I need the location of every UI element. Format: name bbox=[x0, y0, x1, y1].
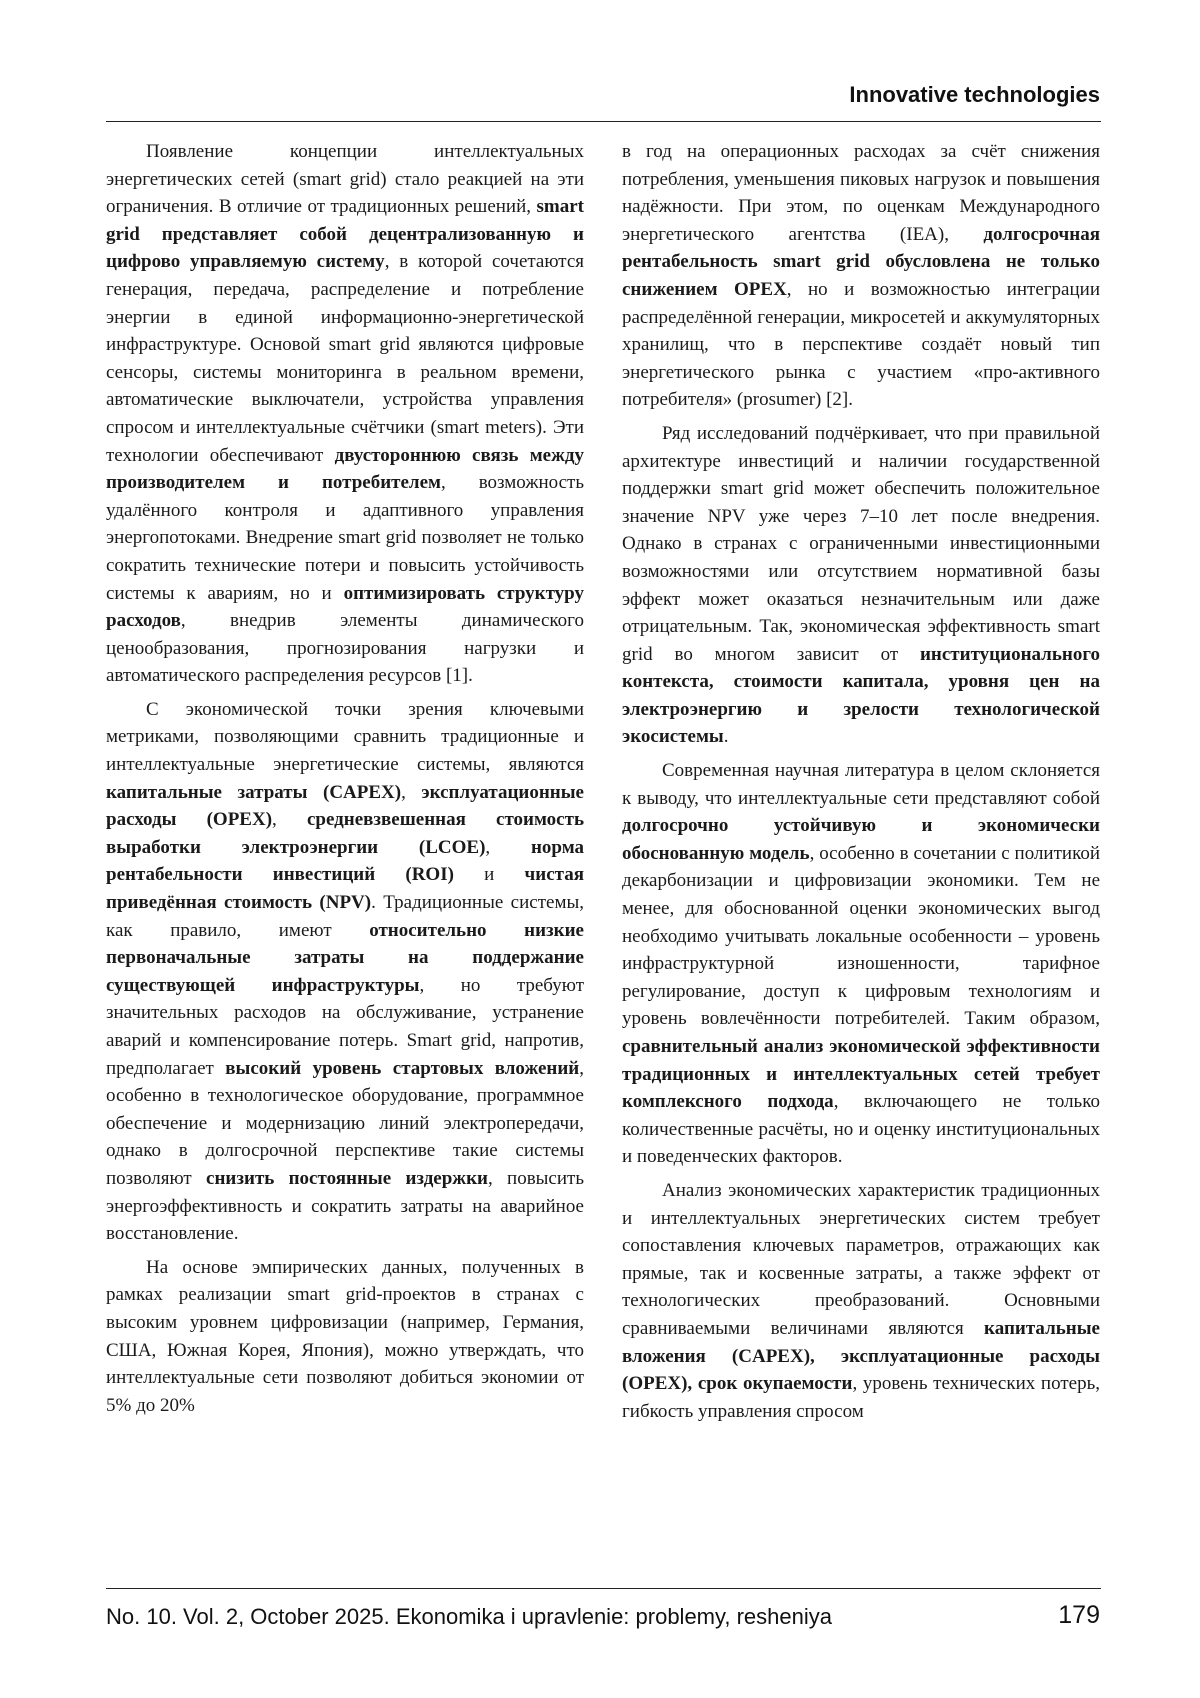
bold-text-run: капитальные затраты (CAPEX) bbox=[106, 782, 401, 803]
bold-text-run: эксплуатационные расходы (OPEX) bbox=[106, 782, 584, 831]
bold-text-run: относительно низкие первоначальные затраты на поддержание существующей инфраструктуры bbox=[106, 920, 584, 996]
footer-rule bbox=[106, 1588, 1101, 1589]
text-run: Ряд исследований подчёркивает, что при правильной архитектуре инвестиций и наличии государственной поддержки smart grid может обеспечить положительное значение NPV уже через 7–10 лет после внедрения. Однако в странах с ограниченными инвестиционными возможностями или отсутствием нормативной базы эффект может оказаться незначительным или даже отрицательным. Так, экономическая эффективность smart grid во многом зависит от bbox=[622, 423, 1100, 665]
text-run: , bbox=[485, 837, 531, 858]
text-run: , но требуют значительных расходов на обслуживание, устранение аварий и компенсирование потерь. Smart grid, напротив, предполагает bbox=[106, 975, 584, 1079]
text-run: Современная научная литература в целом склоняется к выводу, что интеллектуальные сети представляют собой bbox=[622, 760, 1100, 809]
text-run: , включающего не только количественные расчёты, но и оценку институциональных и поведенческих факторов. bbox=[622, 1091, 1100, 1167]
journal-page bbox=[0, 0, 1200, 1698]
journal-citation: No. 10. Vol. 2, October 2025. Ekonomika i upravlenie: problemy, resheniya bbox=[106, 1604, 832, 1630]
paragraph bbox=[106, 138, 584, 690]
text-run: , возможность удалённого контроля и адаптивного управления энергопотоками. Внедрение smart grid позволяет не только сократить технические потери и повысить устойчивость системы к авариям, но и bbox=[106, 472, 584, 603]
text-run: , внедрив элементы динамического ценообразования, прогнозирования нагрузки и автоматического распределения ресурсов [1]. bbox=[106, 610, 584, 686]
paragraph bbox=[622, 138, 1100, 414]
paragraph bbox=[622, 757, 1100, 1171]
bold-text-run: высокий уровень стартовых вложений bbox=[225, 1058, 579, 1079]
bold-text-run: долгосрочно устойчивую и экономически обоснованную модель bbox=[622, 815, 1100, 864]
text-run: , bbox=[401, 782, 421, 803]
text-run: На основе эмпирических данных, полученных в рамках реализации smart grid-проектов в странах с высоким уровнем цифровизации (например, Германия, США, Южная Корея, Япония), можно утверждать, что интеллектуальные сети позволяют добиться экономии от 5% до 20% bbox=[106, 1257, 584, 1416]
text-run: , особенно в технологическое оборудование, программное обеспечение и модернизацию линий электропередачи, однако в долгосрочной перспективе такие системы позволяют bbox=[106, 1058, 584, 1189]
bold-text-run: smart grid представляет собой децентрализованную и цифрово управляемую систему bbox=[106, 196, 584, 272]
left-column bbox=[106, 138, 584, 1419]
text-run: , bbox=[272, 809, 307, 830]
text-run: , особенно в сочетании с политикой декарбонизации и цифровизации экономики. Тем не менее, для обоснованной оценки экономических выгод необходимо учитывать локальные особенности – уровень инфраструктурной изношенности, тарифное регулирование, доступ к цифровым технологиям и уровень вовлечённости потребителей. Таким образом, bbox=[622, 843, 1100, 1030]
text-run: Анализ экономических характеристик традиционных и интеллектуальных энергетических систем требует сопоставления ключевых параметров, отражающих как прямые, так и косвенные затраты, а также эффект от технологических преобразований. Основными сравниваемыми величинами являются bbox=[622, 1180, 1100, 1339]
text-run: и bbox=[454, 864, 525, 885]
right-column bbox=[622, 138, 1100, 1425]
bold-text-run: сравнительный анализ экономической эффективности традиционных и интеллектуальных сетей требует комплексного подхода bbox=[622, 1036, 1100, 1112]
paragraph bbox=[106, 1254, 584, 1420]
text-run: . bbox=[724, 726, 729, 747]
text-run: . Традиционные системы, как правило, имеют bbox=[106, 892, 584, 941]
text-run: , уровень технических потерь, гибкость управления спросом bbox=[622, 1373, 1100, 1422]
text-run: , в которой сочетаются генерация, передача, распределение и потребление энергии в единой информационно-энергетической инфраструктуре. Основой smart grid являются цифровые сенсоры, системы мониторинга в реальном времени, автоматические выключатели, устройства управления спросом и интеллектуальные счётчики (smart meters). Эти технологии обеспечивают bbox=[106, 251, 584, 465]
bold-text-run: двустороннюю связь между производителем и потребителем bbox=[106, 445, 584, 494]
paragraph bbox=[106, 696, 584, 1248]
bold-text-run: средневзвешенная стоимость выработки электроэнергии (LCOE) bbox=[106, 809, 584, 858]
text-run: С экономической точки зрения ключевыми метриками, позволяющими сравнить традиционные и интеллектуальные энергетические системы, являются bbox=[106, 699, 584, 775]
bold-text-run: норма рентабельности инвестиций (ROI) bbox=[106, 837, 584, 886]
text-run: , но и возможностью интеграции распределённой генерации, микросетей и аккумуляторных хранилищ, что в перспективе создаёт новый тип энергетического рынка с участием «про-активного потребителя» (prosumer) [2]. bbox=[622, 279, 1100, 410]
bold-text-run: оптимизировать структуру расходов bbox=[106, 583, 584, 632]
section-title: Innovative technologies bbox=[849, 82, 1100, 108]
text-run: , повысить энергоэффективность и сократить затраты на аварийное восстановление. bbox=[106, 1168, 584, 1244]
text-run: в год на операционных расходах за счёт снижения потребления, уменьшения пиковых нагрузок и повышения надёжности. При этом, по оценкам Международного энергетического агентства (IEA), bbox=[622, 141, 1100, 245]
bold-text-run: чистая приведённая стоимость (NPV) bbox=[106, 864, 584, 913]
page-number: 179 bbox=[1058, 1601, 1100, 1630]
paragraph bbox=[622, 420, 1100, 751]
bold-text-run: институционального контекста, стоимости капитала, уровня цен на электроэнергию и зрелости технологической экосистемы bbox=[622, 644, 1100, 748]
header-rule bbox=[106, 121, 1101, 122]
text-run: Появление концепции интеллектуальных энергетических сетей (smart grid) стало реакцией на эти ограничения. В отличие от традиционных решений, bbox=[106, 141, 584, 217]
paragraph bbox=[622, 1177, 1100, 1425]
bold-text-run: долгосрочная рентабельность smart grid обусловлена не только снижением OPEX bbox=[622, 224, 1100, 300]
bold-text-run: капитальные вложения (CAPEX), эксплуатационные расходы (OPEX), срок окупаемости bbox=[622, 1318, 1100, 1394]
bold-text-run: снизить постоянные издержки bbox=[206, 1168, 488, 1189]
